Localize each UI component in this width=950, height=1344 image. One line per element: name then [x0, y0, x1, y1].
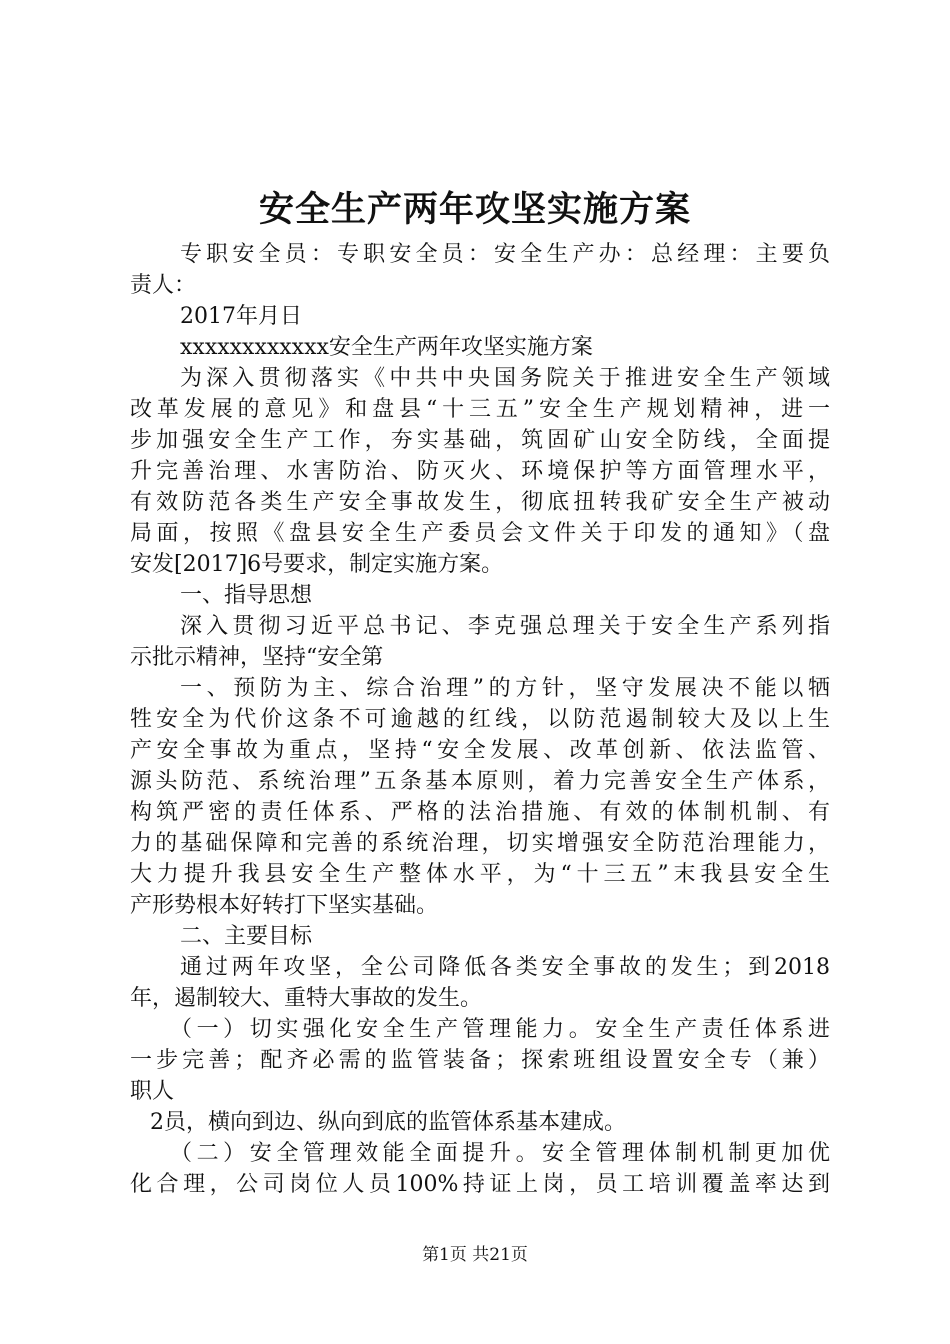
- body-line: 一、预防为主、综合治理”的方针，坚守发展决不能以牺: [180, 676, 830, 701]
- body-line: 化合理，公司岗位人员100%持证上岗，员工培训覆盖率达到: [130, 1172, 830, 1197]
- body-line: 深入贯彻习近平总书记、李克强总理关于安全生产系列指: [180, 614, 830, 639]
- body-line: 安发[2017]6号要求，制定实施方案。: [130, 552, 504, 577]
- body-line: 牲安全为代价这条不可逾越的红线，以防范遏制较大及以上生: [130, 707, 830, 732]
- section-heading: 一、指导思想: [180, 583, 313, 608]
- document-body: [130, 239, 830, 1200]
- body-line: 构筑严密的责任体系、严格的法治措施、有效的体制机制、有: [130, 800, 830, 825]
- plan-subtitle: xxxxxxxxxxxx安全生产两年攻坚实施方案: [180, 335, 593, 360]
- body-line: 大力提升我县安全生产整体水平，为“十三五”末我县安全生: [130, 862, 830, 887]
- body-line: 职人: [130, 1079, 175, 1104]
- body-line: 责人：: [130, 273, 197, 298]
- body-line: 力的基础保障和完善的系统治理，切实增强安全防范治理能力，: [130, 831, 830, 856]
- body-line: 2员，横向到边、纵向到底的监管体系基本建成。: [150, 1110, 626, 1135]
- date-line: 2017年月日: [180, 304, 302, 329]
- body-line: 有效防范各类生产安全事故发生，彻底扭转我矿安全生产被动: [130, 490, 830, 515]
- body-line: 局面，按照《盘县安全生产委员会文件关于印发的通知》（盘: [130, 521, 830, 546]
- body-line: 源头防范、系统治理”五条基本原则，着力完善安全生产体系，: [130, 769, 830, 794]
- body-line: 产形势根本好转打下坚实基础。: [130, 893, 439, 918]
- body-line: （二）安全管理效能全面提升。安全管理体制机制更加优: [170, 1141, 830, 1166]
- body-line: （一）切实强化安全生产管理能力。安全生产责任体系进: [170, 1017, 830, 1042]
- body-line: 为深入贯彻落实《中共中央国务院关于推进安全生产领域: [180, 366, 830, 391]
- body-line: 通过两年攻坚，全公司降低各类安全事故的发生；到2018: [180, 955, 830, 980]
- document-title: 安全生产两年攻坚实施方案: [258, 189, 691, 230]
- body-line: 升完善治理、水害防治、防灭火、环境保护等方面管理水平，: [130, 459, 830, 484]
- body-line: 产安全事故为重点，坚持“安全发展、改革创新、依法监管、: [130, 738, 830, 763]
- body-line: 年，遏制较大、重特大事故的发生。: [130, 986, 483, 1011]
- body-line: 步加强安全生产工作，夯实基础，筑固矿山安全防线，全面提: [130, 428, 830, 453]
- section-heading: 二、主要目标: [180, 924, 313, 949]
- body-line: 专职安全员：专职安全员：安全生产办：总经理：主要负: [180, 242, 830, 267]
- page-number: 第1页 共21页: [422, 1245, 528, 1265]
- body-line: 示批示精神，坚持“安全第: [130, 645, 384, 670]
- body-line: 一步完善；配齐必需的监管装备；探索班组设置安全专（兼）: [130, 1048, 830, 1073]
- body-line: 改革发展的意见》和盘县“十三五”安全生产规划精神，进一: [130, 397, 830, 422]
